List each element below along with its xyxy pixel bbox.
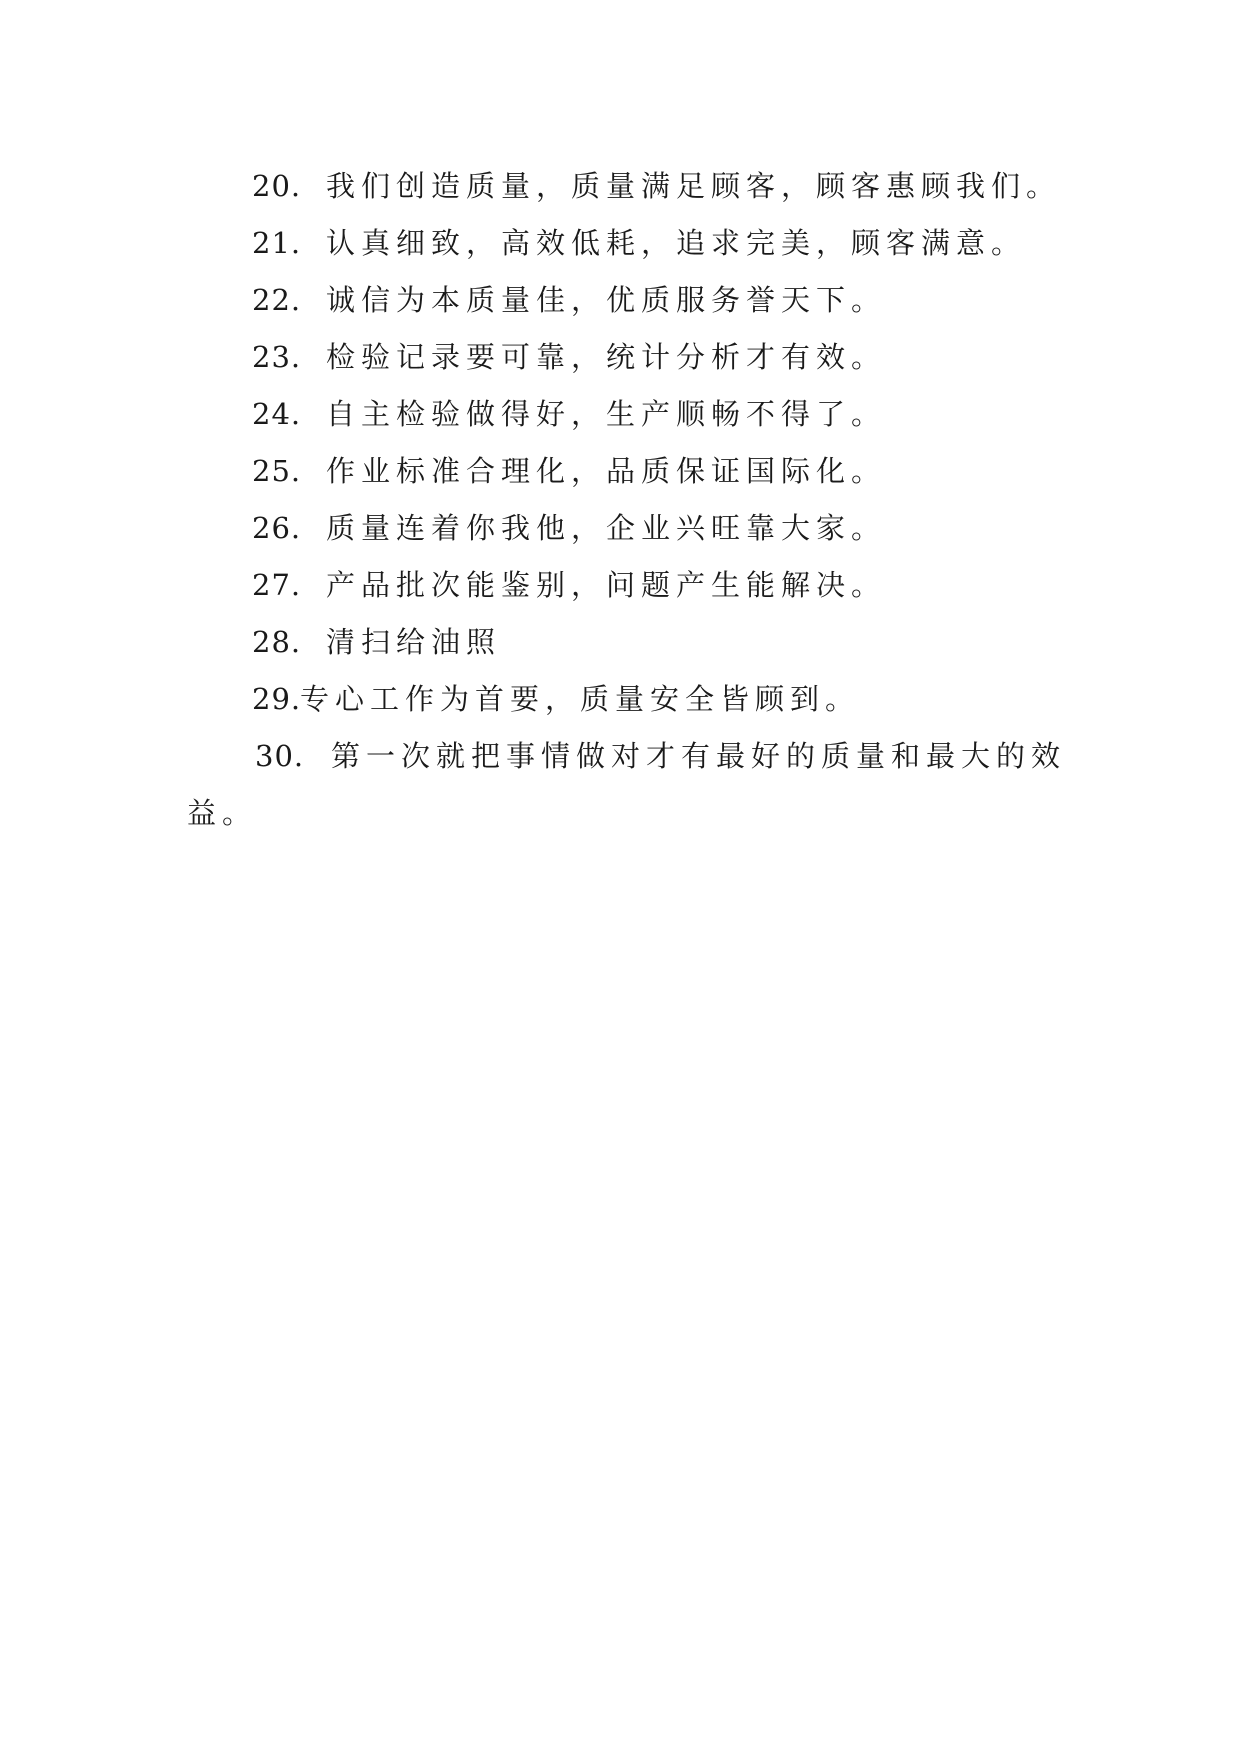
item-number: 27. <box>252 568 302 602</box>
item-text: 认真细致，高效低耗，追求完美，顾客满意。 <box>326 226 1027 260</box>
item-number: 28. <box>252 625 302 659</box>
item-number: 30. <box>255 739 305 773</box>
list-item-continuation <box>187 795 257 831</box>
list-item <box>252 396 886 432</box>
item-number: 25. <box>252 454 302 488</box>
item-number: 29. <box>252 682 302 716</box>
item-text: 自主检验做得好，生产顺畅不得了。 <box>326 397 887 431</box>
list-item <box>252 453 886 489</box>
list-item <box>252 567 886 603</box>
item-text: 我们创造质量，质量满足顾客，顾客惠顾我们。 <box>326 169 1062 203</box>
item-text: 清扫给油照 <box>326 625 502 659</box>
list-item <box>252 681 860 717</box>
list-item <box>252 510 886 546</box>
item-number: 20. <box>252 169 302 203</box>
list-item <box>252 624 501 660</box>
list-item <box>252 282 886 318</box>
item-number: 26. <box>252 511 302 545</box>
list-item <box>255 738 1066 774</box>
item-text: 诚信为本质量佳，优质服务誉天下。 <box>326 283 887 317</box>
item-text: 产品批次能鉴别，问题产生能解决。 <box>326 568 887 602</box>
item-text: 检验记录要可靠，统计分析才有效。 <box>326 340 887 374</box>
item-text: 第一次就把事情做对才有最好的质量和最大的效 <box>331 739 1067 773</box>
list-item <box>252 168 1061 204</box>
item-number: 22. <box>252 283 302 317</box>
item-text: 质量连着你我他，企业兴旺靠大家。 <box>326 511 887 545</box>
item-text: 专心工作为首要，质量安全皆顾到。 <box>300 682 861 716</box>
item-number: 24. <box>252 397 302 431</box>
item-text: 作业标准合理化，品质保证国际化。 <box>326 454 887 488</box>
list-item <box>252 225 1026 261</box>
item-text-continuation: 益。 <box>187 796 258 830</box>
list-item <box>252 339 886 375</box>
item-number: 21. <box>252 226 302 260</box>
item-number: 23. <box>252 340 302 374</box>
